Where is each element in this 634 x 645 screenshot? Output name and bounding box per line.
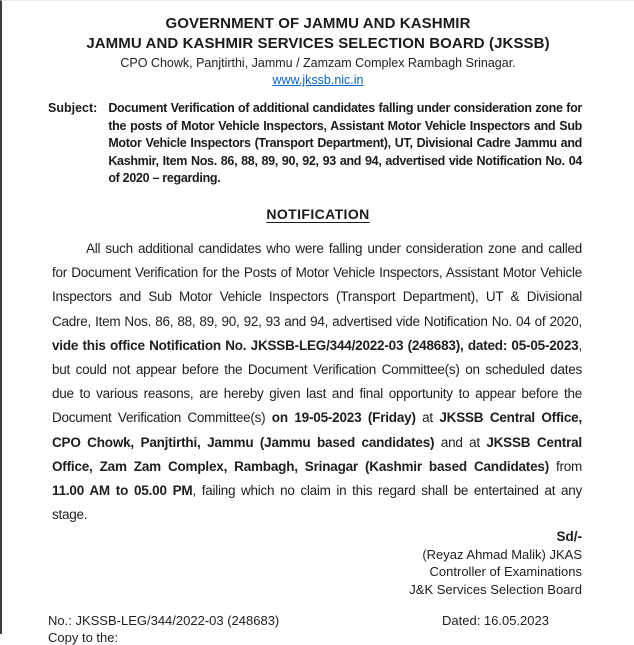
document-header	[2, 14, 634, 88]
government-title: GOVERNMENT OF JAMMU AND KASHMIR	[165, 15, 471, 32]
signatory-designation: Controller of Examinations	[429, 564, 582, 580]
signature-block	[409, 528, 582, 598]
reference-number: No.: JKSSB-LEG/344/2022-03 (248683)	[48, 613, 280, 628]
subject-label: Subject:	[48, 101, 98, 115]
board-title: JAMMU AND KASHMIR SERVICES SELECTION BOARD (JKSSB)	[86, 35, 550, 52]
subject-text: Document Verification of additional candidates falling under consideration zone for the posts of Motor Vehicle Inspectors, Assistant Motor Vehicle Inspectors and Sub Motor Vehicle Inspectors (Transport Department), UT, Divisional Cadre Jammu and Kashmir, Item Nos. 86, 88, 89, 90, 92, 93 and 94, advertised vide Notification No. 04 of 2020 – regarding.	[108, 101, 582, 186]
office-address: CPO Chowk, Panjtirthi, Jammu / Zamzam Complex Rambagh Srinagar.	[120, 56, 516, 70]
notification-heading: NOTIFICATION	[266, 206, 370, 222]
dated-line: Dated: 16.05.2023	[442, 613, 549, 628]
website-link[interactable]: www.jkssb.nic.in	[272, 73, 364, 87]
body-paragraph: All such additional candidates who were falling under consideration zone and called for Document Verification for the Posts of Motor Vehicle Inspectors, Assistant Motor Vehicle Inspectors and Sub Motor Vehicle Inspectors (Transport Department), UT & Divisional Cadre, Item Nos. 86, 88, 89, 90, 92, 93 and 94, advertised vide Notification No. 04 of 2020, vide this office Notification No. JKSSB-LEG/344/2022-03 (248683), dated: 05-05-2023, but could not appear before the Document Verification Committee(s) on scheduled dates due to various reasons, are hereby given last and final opportunity to appear before the Document Verification Committee(s) on 19-05-2023 (Friday) at JKSSB Central Office, CPO Chowk, Panjtirthi, Jammu (Jammu based candidates) and at JKSSB Central Office, Zam Zam Complex, Rambagh, Srinagar (Kashmir based Candidates) from 11.00 AM to 05.00 PM, failing which no claim in this regard shall be entertained at any stage.	[52, 241, 583, 523]
subject-block	[48, 100, 582, 188]
sd-line: Sd/-	[556, 529, 582, 544]
signatory-name: (Reyaz Ahmad Malik) JKAS	[422, 546, 582, 562]
website-line	[2, 72, 634, 88]
signatory-organisation: J&K Services Selection Board	[409, 581, 582, 597]
copy-to-line: Copy to the:	[48, 630, 119, 645]
